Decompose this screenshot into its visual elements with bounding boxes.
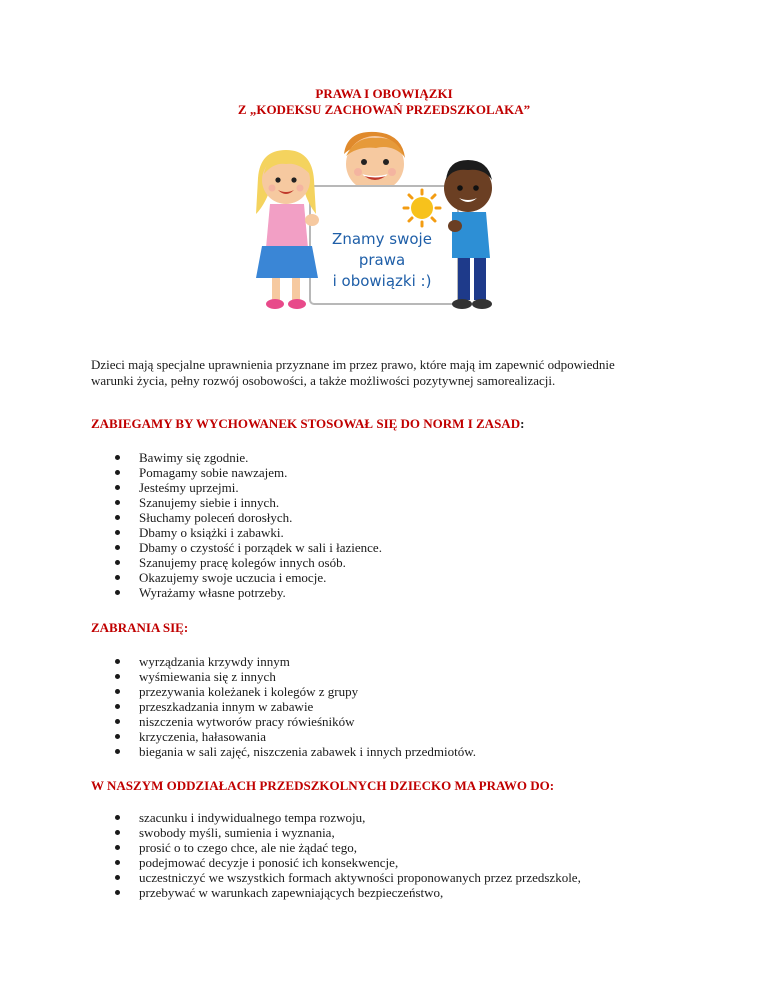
list-item: przezywania koleżanek i kolegów z grupy: [91, 684, 691, 699]
list-item: Szanujemy pracę kolegów innych osób.: [91, 555, 691, 570]
list-item: prosić o to czego chce, ale nie żądać tego,: [91, 840, 691, 855]
list-item: Wyrażamy własne potrzeby.: [91, 585, 691, 600]
list-item: Dbamy o czystość i porządek w sali i łazience.: [91, 540, 691, 555]
bullet-icon: [115, 530, 120, 535]
list-item: przebywać w warunkach zapewniających bezpieczeństwo,: [91, 885, 691, 900]
list-item: swobody myśli, sumienia i wyznania,: [91, 825, 691, 840]
bullet-icon: [115, 875, 120, 880]
bullet-icon: [115, 470, 120, 475]
bullet-icon: [115, 890, 120, 895]
bullet-icon: [115, 545, 120, 550]
list-item: krzyczenia, hałasowania: [91, 729, 691, 744]
list-item: Bawimy się zgodnie.: [91, 450, 691, 465]
bullet-icon: [115, 659, 120, 664]
list-item: przeszkadzania innym w zabawie: [91, 699, 691, 714]
bullet-icon: [115, 689, 120, 694]
bullet-icon: [115, 830, 120, 835]
bullet-icon: [115, 749, 120, 754]
list-item: Okazujemy swoje uczucia i emocje.: [91, 570, 691, 585]
list-item: szacunku i indywidualnego tempa rozwoju,: [91, 810, 691, 825]
rights-list: [91, 810, 691, 900]
bullet-icon: [115, 674, 120, 679]
section-heading-norms-colon: :: [520, 416, 525, 431]
bullet-icon: [115, 455, 120, 460]
intro-paragraph: Dzieci mają specjalne uprawnienia przyznane im przez prawo, które mają im zapewnić odpowiednie warunki życia, pełny rozwój osobowości, a także możliwości pozytywnej samorealizacji.: [91, 357, 615, 388]
bullet-icon: [115, 485, 120, 490]
bullet-icon: [115, 719, 120, 724]
list-item: Słuchamy poleceń dorosłych.: [91, 510, 691, 525]
list-item: wyrządzania krzywdy innym: [91, 654, 691, 669]
list-item: wyśmiewania się z innych: [91, 669, 691, 684]
section-heading-norms-text: ZABIEGAMY BY WYCHOWANEK STOSOWAŁ SIĘ DO NORM I ZASAD: [91, 416, 521, 431]
list-item: Szanujemy siebie i innych.: [91, 495, 691, 510]
bullet-icon: [115, 590, 120, 595]
sign-text-line-3: i obowiązki :): [332, 272, 432, 290]
forbidden-list: [91, 654, 691, 759]
sign-text-line-2: prawa: [358, 251, 406, 269]
list-item: uczestniczyć we wszystkich formach aktywności proponowanych przez przedszkole,: [91, 870, 691, 885]
bullet-icon: [115, 704, 120, 709]
bullet-icon: [115, 575, 120, 580]
list-item: Dbamy o książki i zabawki.: [91, 525, 691, 540]
norms-list: [91, 450, 691, 600]
bullet-icon: [115, 845, 120, 850]
list-item: Jesteśmy uprzejmi.: [91, 480, 691, 495]
section-heading-rights: W NASZYM ODDZIAŁACH PRZEDSZKOLNYCH DZIECKO MA PRAWO DO:: [91, 778, 555, 793]
sun-icon: [404, 190, 440, 226]
bullet-icon: [115, 560, 120, 565]
bullet-icon: [115, 500, 120, 505]
bullet-icon: [115, 860, 120, 865]
bullet-icon: [115, 815, 120, 820]
bullet-icon: [115, 734, 120, 739]
document-title-line-2: Z „KODEKSU ZACHOWAŃ PRZEDSZKOLAKA”: [237, 102, 531, 117]
list-item: biegania w sali zajęć, niszczenia zabawek i innych przedmiotów.: [91, 744, 691, 759]
sign-text-line-1: Znamy swoje: [332, 230, 432, 248]
section-heading-norms: [91, 416, 524, 431]
section-heading-forbidden: ZABRANIA SIĘ:: [91, 620, 189, 635]
list-item: podejmować decyzje i ponosić ich konsekwencje,: [91, 855, 691, 870]
children-holding-sign-illustration: [252, 128, 498, 314]
list-item: niszczenia wytworów pracy rówieśników: [91, 714, 691, 729]
document-title-line-1: PRAWA I OBOWIĄZKI: [315, 86, 453, 101]
bullet-icon: [115, 515, 120, 520]
list-item: Pomagamy sobie nawzajem.: [91, 465, 691, 480]
